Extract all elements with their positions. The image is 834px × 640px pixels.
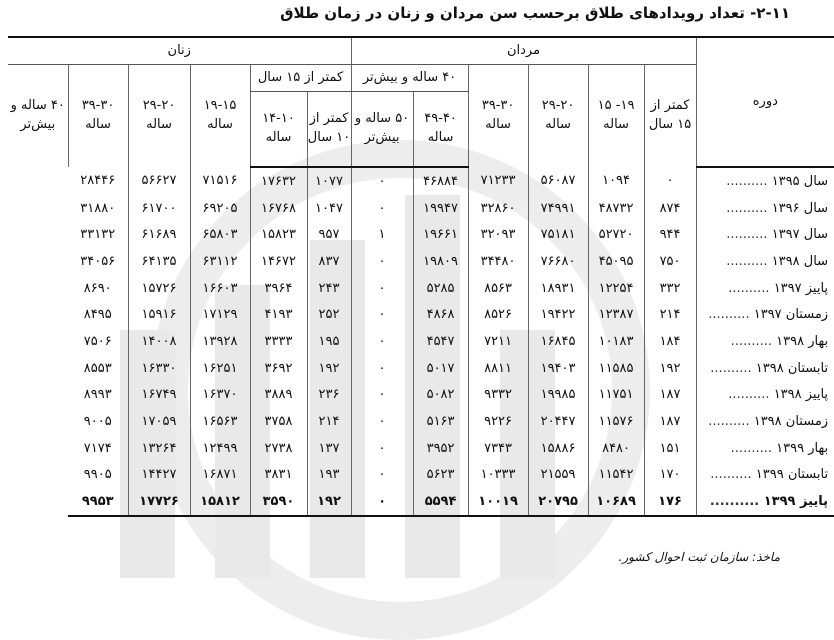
value-cell: ۱۵۹۱۶ bbox=[128, 301, 190, 328]
value-cell: ۸۳۷ bbox=[307, 248, 351, 275]
period-cell bbox=[696, 275, 834, 302]
value-cell: ۹۰۰۵ bbox=[83, 414, 112, 430]
value-cell: ۱۲۴۹۹ bbox=[190, 435, 250, 462]
value-cell: ۱۷۶ bbox=[644, 488, 696, 516]
table-row bbox=[8, 488, 834, 516]
value-cell: ۱۲۳۸۷ bbox=[588, 301, 644, 328]
value-cell: ۹۲۲۶ bbox=[468, 408, 528, 435]
men-col-header: کمتر از ۱۵ سال bbox=[644, 65, 696, 168]
value-cell: ۵۰۱۷ bbox=[413, 355, 468, 382]
value-cell: ۱ bbox=[351, 221, 413, 248]
value-cell: ۵۵۹۴ bbox=[413, 488, 468, 516]
value-cell: ۱۵۸۲۳ bbox=[250, 221, 307, 248]
value-cell: ۱۵۸۸۶ bbox=[528, 435, 588, 462]
value-cell: ۱۵۸۱۲ bbox=[190, 488, 250, 516]
value-cell: ۳۴۴۸۰ bbox=[468, 248, 528, 275]
value-cell: ۲۷۳۸ bbox=[250, 435, 307, 462]
value-cell: ۴۵۰۹۵ bbox=[588, 248, 644, 275]
value-cell: ۵۰۸۲ bbox=[413, 382, 468, 409]
value-cell: ۳۴۰۵۶ bbox=[80, 253, 116, 269]
value-cell: ۶۱۶۸۹ bbox=[128, 221, 190, 248]
value-cell: ۷۴۹۹۱ bbox=[528, 195, 588, 222]
value-cell: ۱۲۲۵۴ bbox=[588, 275, 644, 302]
table-row bbox=[8, 435, 834, 462]
value-cell: ۸۵۲۶ bbox=[468, 301, 528, 328]
value-cell: ۱۸۴ bbox=[644, 328, 696, 355]
value-cell: ۳۲۸۶۰ bbox=[468, 195, 528, 222]
value-cell: ۰ bbox=[351, 462, 413, 489]
value-cell: ۷۵۱۸۱ bbox=[528, 221, 588, 248]
women-u15-sub-header: کمتر از ۱۰ سال bbox=[307, 92, 351, 168]
value-cell: ۹۹۰۵ bbox=[83, 467, 112, 483]
value-cell: ۱۵۱ bbox=[644, 435, 696, 462]
value-cell: ۵۲۸۵ bbox=[413, 275, 468, 302]
value-cell: ۱۱۷۵۱ bbox=[588, 382, 644, 409]
value-cell: ۳۱۸۸۰ bbox=[80, 200, 116, 216]
table-row bbox=[8, 275, 834, 302]
value-cell: ۲۵۲ bbox=[307, 301, 351, 328]
value-cell: ۱۱۵۴۲ bbox=[588, 462, 644, 489]
value-cell: ۰ bbox=[351, 355, 413, 382]
period-cell bbox=[696, 355, 834, 382]
value-cell: ۰ bbox=[351, 382, 413, 409]
value-cell: ۳۷۵۸ bbox=[250, 408, 307, 435]
value-cell: ۱۷۰۵۹ bbox=[128, 408, 190, 435]
leader-dots: .......... bbox=[710, 360, 756, 376]
value-cell: ۰ bbox=[351, 248, 413, 275]
value-cell: ۱۴۶۷۲ bbox=[250, 248, 307, 275]
value-cell: ۷۶۶۸۰ bbox=[528, 248, 588, 275]
value-cell: ۰ bbox=[351, 301, 413, 328]
period-label: سال ۱۳۹۵ bbox=[771, 173, 829, 189]
value-cell: ۱۶۲۵۱ bbox=[190, 355, 250, 382]
men-col-header: ۳۹-۳۰ ساله bbox=[468, 65, 528, 168]
value-cell: ۱۴۴۲۷ bbox=[128, 462, 190, 489]
period-label: سال ۱۳۹۶ bbox=[771, 200, 829, 216]
men-col-header: ۲۹-۲۰ ساله bbox=[528, 65, 588, 168]
leader-dots: .......... bbox=[726, 227, 772, 243]
leader-dots: .......... bbox=[710, 467, 756, 483]
value-cell: ۴۱۹۳ bbox=[250, 301, 307, 328]
men-40-sub-header: ۵۰ ساله و بیش‌تر bbox=[351, 92, 413, 168]
value-cell: ۱۰۶۸۹ bbox=[588, 488, 644, 516]
value-cell: ۱۰۷۷ bbox=[307, 167, 351, 195]
source-note: ماخذ: سازمان ثبت احوال کشور. bbox=[618, 550, 780, 564]
value-cell: ۳۸۸۹ bbox=[250, 382, 307, 409]
table-row bbox=[8, 195, 834, 222]
value-cell: ۷۳۴۳ bbox=[468, 435, 528, 462]
value-cell: ۱۰۳۳۳ bbox=[468, 462, 528, 489]
leader-dots: .......... bbox=[730, 440, 777, 456]
value-cell: ۱۷۷۲۶ bbox=[128, 488, 190, 516]
leader-dots: .......... bbox=[726, 173, 772, 189]
value-cell: ۱۳۹۲۸ bbox=[190, 328, 250, 355]
value-cell: ۵۶۶۲۷ bbox=[128, 167, 190, 195]
women-u15-sub-header: ۱۴-۱۰ ساله bbox=[250, 92, 307, 168]
value-cell: ۱۰۴۷ bbox=[307, 195, 351, 222]
value-cell: ۱۱۵۷۶ bbox=[588, 408, 644, 435]
value-cell: ۱۷۶۳۲ bbox=[250, 167, 307, 195]
value-cell: ۶۳۱۱۲ bbox=[190, 248, 250, 275]
value-cell: ۱۹۲ bbox=[644, 355, 696, 382]
leader-dots: .......... bbox=[730, 333, 777, 349]
women-col-header: ۴۰ ساله و بیش‌تر bbox=[10, 98, 65, 132]
table-row bbox=[8, 248, 834, 275]
value-cell: ۱۴۰۰۸ bbox=[128, 328, 190, 355]
value-cell: ۸۹۹۳ bbox=[83, 387, 112, 403]
value-cell: ۳۳۱۳۲ bbox=[80, 227, 116, 243]
value-cell: ۰ bbox=[351, 195, 413, 222]
table-row bbox=[8, 382, 834, 409]
value-cell: ۶۱۷۰۰ bbox=[128, 195, 190, 222]
value-cell: ۰ bbox=[351, 488, 413, 516]
value-cell: ۵۶۲۳ bbox=[413, 462, 468, 489]
period-cell bbox=[696, 488, 834, 516]
table-row bbox=[8, 328, 834, 355]
value-cell: ۱۶۳۷۰ bbox=[190, 382, 250, 409]
period-header: دوره bbox=[696, 37, 834, 167]
value-cell: ۶۵۸۰۳ bbox=[190, 221, 250, 248]
value-cell: ۱۰۰۱۹ bbox=[468, 488, 528, 516]
period-cell bbox=[696, 167, 834, 195]
women-header: زنان bbox=[8, 37, 351, 65]
period-label: پاییز ۱۳۹۸ bbox=[773, 387, 829, 403]
value-cell: ۵۲۷۲۰ bbox=[588, 221, 644, 248]
value-cell: ۳۳۳۳ bbox=[250, 328, 307, 355]
period-label: تابستان ۱۳۹۸ bbox=[755, 360, 829, 376]
leader-dots: .......... bbox=[709, 494, 764, 510]
period-cell bbox=[696, 328, 834, 355]
period-label: پاییز ۱۳۹۷ bbox=[773, 280, 829, 296]
divorce-table bbox=[8, 36, 834, 517]
table-body bbox=[8, 167, 834, 516]
leader-dots: .......... bbox=[726, 200, 772, 216]
value-cell: ۰ bbox=[351, 328, 413, 355]
value-cell: ۲۰۴۴۷ bbox=[528, 408, 588, 435]
table-row bbox=[8, 301, 834, 328]
value-cell: ۳۹۵۲ bbox=[413, 435, 468, 462]
value-cell: ۲۱۴ bbox=[644, 301, 696, 328]
value-cell: ۱۳۲۶۴ bbox=[128, 435, 190, 462]
value-cell: ۴۸۷۳۲ bbox=[588, 195, 644, 222]
value-cell: ۳۹۶۴ bbox=[250, 275, 307, 302]
value-cell: ۶۹۲۰۵ bbox=[190, 195, 250, 222]
value-cell: ۹۳۳۲ bbox=[468, 382, 528, 409]
value-cell: ۱۸۹۳۱ bbox=[528, 275, 588, 302]
period-label: تابستان ۱۳۹۹ bbox=[755, 467, 829, 483]
value-cell: ۹۴۴ bbox=[644, 221, 696, 248]
leader-dots: .......... bbox=[708, 307, 754, 323]
value-cell: ۶۴۱۳۵ bbox=[128, 248, 190, 275]
value-cell: ۱۹۹۴۷ bbox=[413, 195, 468, 222]
period-cell bbox=[696, 408, 834, 435]
value-cell: ۸۷۴ bbox=[644, 195, 696, 222]
table-row bbox=[8, 355, 834, 382]
value-cell: ۹۹۵۳ bbox=[68, 488, 128, 516]
value-cell: ۱۶۵۶۳ bbox=[190, 408, 250, 435]
value-cell: ۸۴۹۵ bbox=[83, 307, 112, 323]
value-cell: ۴۶۸۸۴ bbox=[413, 167, 468, 195]
period-cell bbox=[696, 462, 834, 489]
value-cell: ۱۳۷ bbox=[307, 435, 351, 462]
period-cell bbox=[696, 195, 834, 222]
value-cell: ۱۹۲ bbox=[307, 488, 351, 516]
table-row bbox=[8, 221, 834, 248]
value-cell: ۳۳۲ bbox=[644, 275, 696, 302]
value-cell: ۱۶۳۳۰ bbox=[128, 355, 190, 382]
value-cell: ۱۹۹۸۵ bbox=[528, 382, 588, 409]
men-col-header: ۱۹- ۱۵ ساله bbox=[588, 65, 644, 168]
value-cell: ۱۹۲ bbox=[307, 355, 351, 382]
value-cell: ۱۸۷ bbox=[644, 408, 696, 435]
value-cell: ۰ bbox=[644, 167, 696, 195]
value-cell: ۰ bbox=[351, 167, 413, 195]
value-cell: ۱۹۴۰۳ bbox=[528, 355, 588, 382]
value-cell: ۰ bbox=[351, 275, 413, 302]
period-label: زمستان ۱۳۹۸ bbox=[753, 414, 829, 430]
leader-dots: .......... bbox=[708, 414, 754, 430]
men-header: مردان bbox=[351, 37, 696, 65]
value-cell: ۴۵۴۷ bbox=[413, 328, 468, 355]
value-cell: ۱۷۱۲۹ bbox=[190, 301, 250, 328]
value-cell: ۱۹۸۰۹ bbox=[413, 248, 468, 275]
leader-dots: .......... bbox=[726, 253, 772, 269]
value-cell: ۲۱۴ bbox=[307, 408, 351, 435]
value-cell: ۵۶۰۸۷ bbox=[528, 167, 588, 195]
value-cell: ۸۸۱۱ bbox=[468, 355, 528, 382]
value-cell: ۱۵۷۲۶ bbox=[128, 275, 190, 302]
value-cell: ۱۹۴۲۲ bbox=[528, 301, 588, 328]
value-cell: ۷۱۲۳۳ bbox=[468, 167, 528, 195]
table-row bbox=[8, 408, 834, 435]
period-cell bbox=[696, 435, 834, 462]
value-cell: ۱۹۵ bbox=[307, 328, 351, 355]
value-cell: ۹۵۷ bbox=[307, 221, 351, 248]
women-col-header: ۲۹-۲۰ ساله bbox=[128, 65, 190, 168]
value-cell: ۱۰۹۴ bbox=[588, 167, 644, 195]
value-cell: ۲۴۳ bbox=[307, 275, 351, 302]
table-row bbox=[8, 462, 834, 489]
men-40-sub-header: ۴۹-۴۰ ساله bbox=[413, 92, 468, 168]
value-cell: ۲۰۷۹۵ bbox=[528, 488, 588, 516]
value-cell: ۰ bbox=[351, 435, 413, 462]
value-cell: ۲۳۶ bbox=[307, 382, 351, 409]
value-cell: ۲۱۵۵۹ bbox=[528, 462, 588, 489]
period-label: بهار ۱۳۹۹ bbox=[776, 440, 829, 456]
period-label: پاییز ۱۳۹۹ bbox=[763, 494, 829, 510]
period-label: زمستان ۱۳۹۷ bbox=[753, 307, 829, 323]
value-cell: ۲۸۴۴۶ bbox=[80, 173, 116, 189]
value-cell: ۱۶۷۶۸ bbox=[250, 195, 307, 222]
value-cell: ۱۸۷ bbox=[644, 382, 696, 409]
value-cell: ۷۵۰ bbox=[644, 248, 696, 275]
period-cell bbox=[696, 301, 834, 328]
leader-dots: .......... bbox=[728, 387, 774, 403]
leader-dots: .......... bbox=[728, 280, 774, 296]
value-cell: ۱۱۵۸۵ bbox=[588, 355, 644, 382]
value-cell: ۱۶۶۰۳ bbox=[190, 275, 250, 302]
value-cell: ۸۵۵۳ bbox=[83, 360, 112, 376]
table-title: ۲-۱۱- تعداد رویدادهای طلاق برحسب سن مردان و زنان در زمان طلاق bbox=[280, 4, 790, 22]
period-label: بهار ۱۳۹۸ bbox=[776, 333, 829, 349]
period-label: سال ۱۳۹۸ bbox=[771, 253, 829, 269]
value-cell: ۸۵۶۳ bbox=[468, 275, 528, 302]
value-cell: ۸۴۸۰ bbox=[588, 435, 644, 462]
value-cell: ۵۱۶۳ bbox=[413, 408, 468, 435]
value-cell: ۷۵۰۶ bbox=[83, 333, 112, 349]
value-cell: ۷۱۷۴ bbox=[83, 440, 112, 456]
period-cell bbox=[696, 248, 834, 275]
value-cell: ۱۶۸۴۵ bbox=[528, 328, 588, 355]
women-col-header: ۱۹-۱۵ ساله bbox=[190, 65, 250, 168]
value-cell: ۳۲۰۹۳ bbox=[468, 221, 528, 248]
value-cell: ۱۶۸۷۱ bbox=[190, 462, 250, 489]
value-cell: ۱۷۰ bbox=[644, 462, 696, 489]
women-u15-group-header: کمتر از ۱۵ سال bbox=[250, 65, 351, 92]
men-40-group-header: ۴۰ ساله و بیش‌تر bbox=[351, 65, 468, 92]
period-cell bbox=[696, 221, 834, 248]
value-cell: ۱۹۶۶۱ bbox=[413, 221, 468, 248]
value-cell: ۳۸۳۱ bbox=[250, 462, 307, 489]
value-cell: ۱۰۱۸۳ bbox=[588, 328, 644, 355]
women-col-header: ۳۹-۳۰ ساله bbox=[68, 65, 128, 168]
value-cell: ۳۶۹۲ bbox=[250, 355, 307, 382]
table-row bbox=[8, 167, 834, 195]
value-cell: ۱۶۷۴۹ bbox=[128, 382, 190, 409]
value-cell: ۳۵۹۰ bbox=[250, 488, 307, 516]
value-cell: ۸۶۹۰ bbox=[83, 280, 112, 296]
period-cell bbox=[696, 382, 834, 409]
value-cell: ۴۸۶۸ bbox=[413, 301, 468, 328]
value-cell: ۷۲۱۱ bbox=[468, 328, 528, 355]
value-cell: ۰ bbox=[351, 408, 413, 435]
period-label: سال ۱۳۹۷ bbox=[771, 227, 829, 243]
value-cell: ۷۱۵۱۶ bbox=[190, 167, 250, 195]
value-cell: ۱۹۳ bbox=[307, 462, 351, 489]
